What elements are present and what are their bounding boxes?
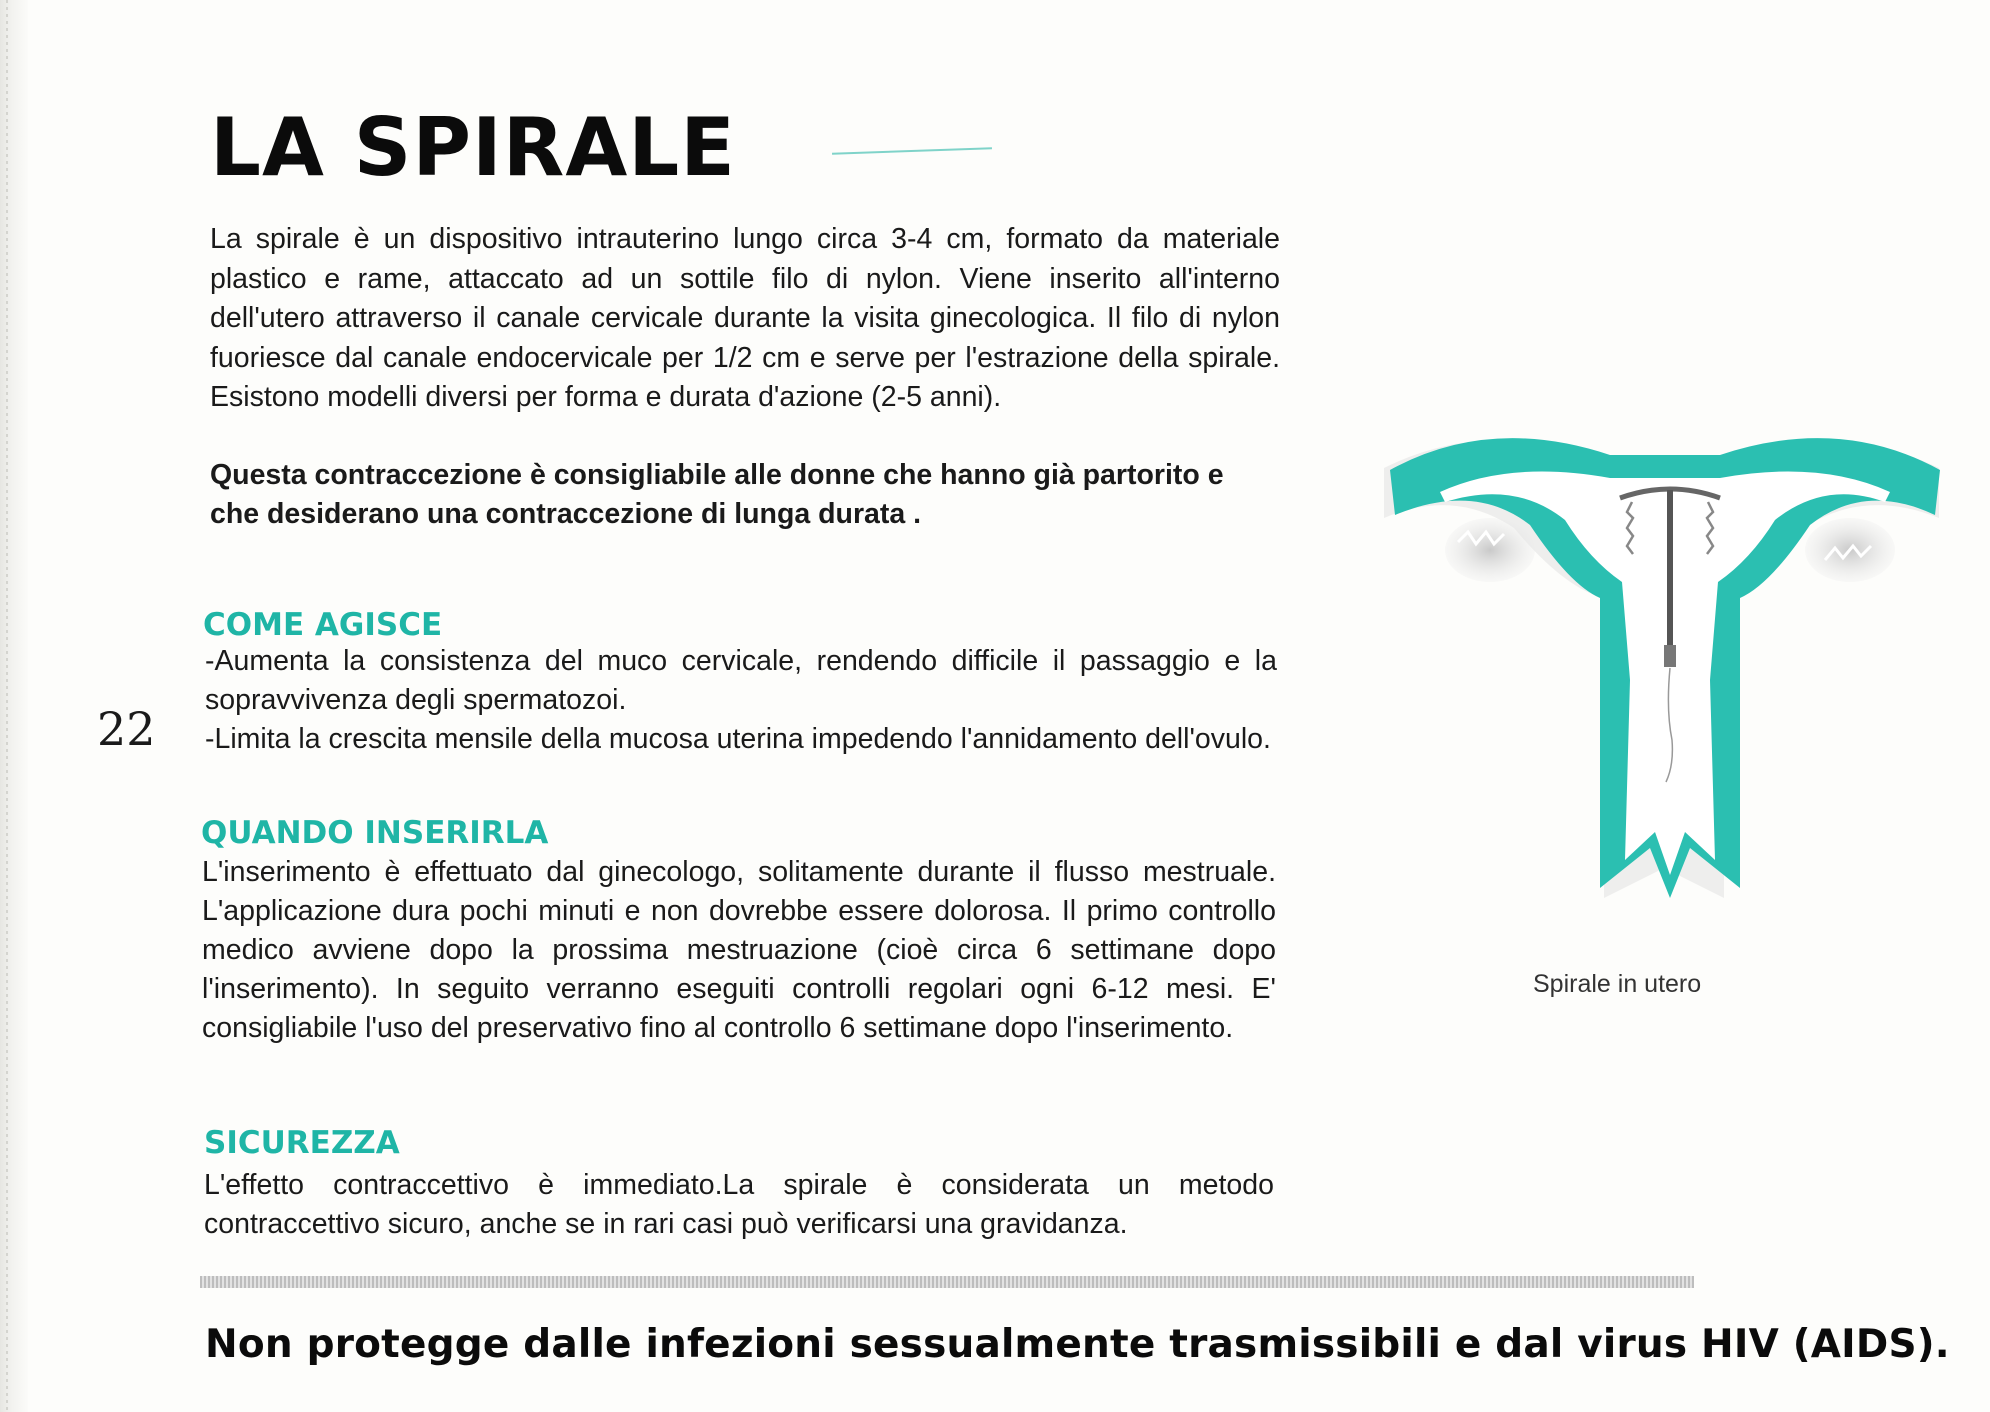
section-paragraph: L'effetto contraccettivo è immediato.La spirale è considerata un metodo contraccettivo sicuro, anche se in rari casi può verificarsi una gravidanza. [204, 1169, 1274, 1240]
page-edge [0, 0, 28, 1412]
section-heading-come-agisce: COME AGISCE [203, 607, 443, 643]
section-heading-sicurezza: SICUREZZA [204, 1125, 400, 1161]
section-paragraph: L'inserimento è effettuato dal ginecologo, solitamente durante il flusso mestruale. L'applicazione dura pochi minuti e non dovrebbe essere dolorosa. Il primo controllo medico avviene dopo la prossima mestruazione (cioè circa 6 settimane dopo l'inserimento). In seguito verranno eseguiti controlli regolari ogni 6-12 mesi. E' consigliabile l'uso del preservativo fino al controllo 6 settimane dopo l'inserimento. [202, 856, 1276, 1044]
section-body-quando-inserirla [202, 853, 1276, 1048]
page-title: LA SPIRALE [210, 101, 736, 194]
recommendation-paragraph: Questa contraccezione è consigliabile alle donne che hanno già partorito e che desiderano una contraccezione di lunga durata . [210, 459, 1224, 530]
section-paragraph: -Limita la crescita mensile della mucosa uterina impedendo l'annidamento dell'ovulo. [205, 723, 1271, 755]
uterus-shape [1384, 438, 1940, 898]
section-body-come-agisce [205, 642, 1277, 759]
figure-caption: Spirale in utero [1533, 970, 1702, 998]
page-number: 22 [97, 702, 156, 756]
warning-statement: Non protegge dalle infezioni sessualmente trasmissibili e dal virus HIV (AIDS). [205, 1322, 1950, 1367]
section-divider [200, 1276, 1694, 1288]
uterus-iud-illustration [1370, 420, 1960, 940]
title-decoration-line [832, 147, 992, 155]
left-ovary [1445, 518, 1535, 582]
section-heading-quando-inserirla: QUANDO INSERIRLA [201, 815, 549, 851]
section-body-sicurezza [204, 1166, 1274, 1244]
intro-paragraph: La spirale è un dispositivo intrauterino lungo circa 3-4 cm, formato da materiale plastico e rame, attaccato ad un sottile filo di nylon. Viene inserito all'interno dell'utero attraverso il canale cervicale durante la visita ginecologica. Il filo di nylon fuoriesce dal canale endocervicale per 1/2 cm e serve per l'estrazione della spirale. Esistono modelli diversi per forma e durata d'azione (2-5 anni). [210, 223, 1280, 413]
section-paragraph: -Aumenta la consistenza del muco cervicale, rendendo difficile il passaggio e la sopravvivenza degli spermatozoi. [205, 645, 1277, 716]
